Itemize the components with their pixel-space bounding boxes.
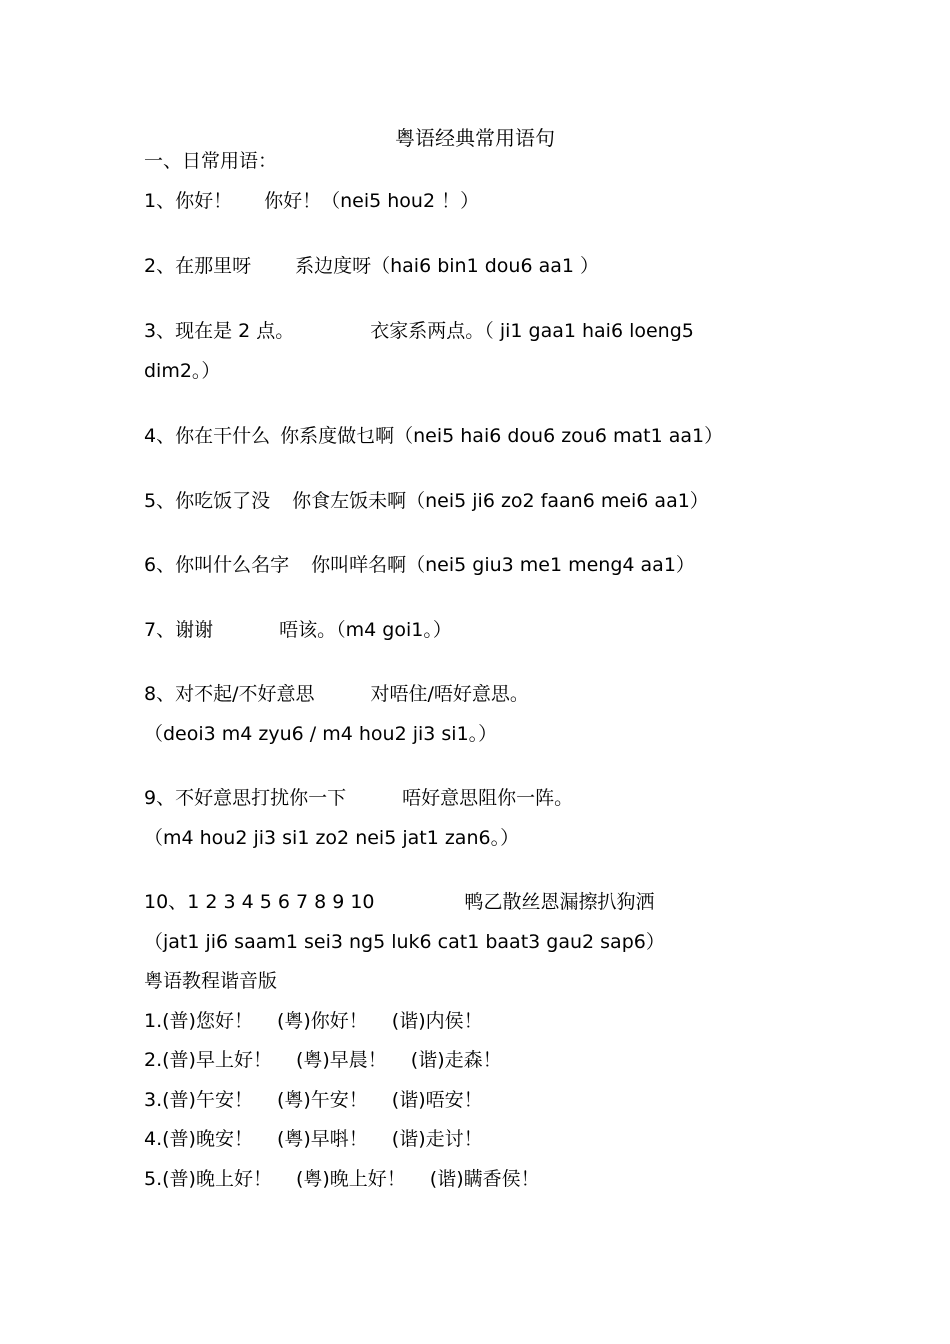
homophone-mandarin: (普)晚上好！ <box>162 1168 272 1190</box>
phrase-number: 2、 <box>144 255 176 277</box>
phrase-cantonese: 系边度呀 <box>295 255 372 277</box>
homophone-mandarin: (普)您好！ <box>162 1010 253 1032</box>
phrase-jyutping: （nei5 ji6 zo2 faan6 mei6 aa1） <box>406 490 709 512</box>
phrase-number: 1、 <box>144 190 176 212</box>
phrase-jyutping: （deoi3 m4 zyu6 / m4 hou2 ji3 si1。） <box>144 723 498 745</box>
phrase-number: 3、 <box>144 320 176 342</box>
phrase-jyutping: （nei5 hai6 dou6 zou6 mat1 aa1） <box>394 425 724 447</box>
homophone-number: 2. <box>144 1049 163 1071</box>
homophone-cantonese: (粤)午安！ <box>276 1089 368 1111</box>
phrase-cantonese: 你叫咩名啊 <box>311 554 407 576</box>
phrase-cantonese: 对唔住/唔好意思。 <box>370 683 529 705</box>
homophone-item <box>144 1008 483 1034</box>
homophone-phonetic: (谐)内侯！ <box>391 1010 483 1032</box>
phrase-jyutping: （nei5 hou2 ！） <box>321 190 480 212</box>
phrase-number: 6、 <box>144 554 176 576</box>
phrase-cantonese: 鸭乙散丝恩漏擦扒狗洒 <box>464 891 655 913</box>
homophone-item <box>144 1087 483 1113</box>
phrase-item <box>144 681 529 707</box>
phrase-mandarin: 你好！ <box>175 190 233 212</box>
page-title: 粤语经典常用语句 <box>395 126 555 150</box>
phrase-jyutping: （hai6 bin1 dou6 aa1 ） <box>371 255 599 277</box>
phrase-item <box>144 785 573 811</box>
homophone-phonetic: (谐)走森！ <box>410 1049 502 1071</box>
phrase-cantonese: 你食左饭未啊 <box>292 490 407 512</box>
homophone-cantonese: (粤)你好！ <box>276 1010 368 1032</box>
phrase-item <box>144 423 723 449</box>
phrase-mandarin: 你在干什么 <box>175 425 271 447</box>
homophone-mandarin: (普)早上好！ <box>162 1049 272 1071</box>
phrase-number: 8、 <box>144 683 176 705</box>
homophone-item <box>144 1166 540 1192</box>
phrase-cantonese: 衣家系两点。 <box>370 320 485 342</box>
homophone-item <box>144 1126 483 1152</box>
phrase-cantonese: 唔好意思阻你一阵。 <box>402 787 574 809</box>
homophone-number: 5. <box>144 1168 163 1190</box>
phrase-cantonese: 你好！ <box>264 190 322 212</box>
phrase-number: 9、 <box>144 787 176 809</box>
phrase-mandarin: 谢谢 <box>175 619 214 641</box>
phrase-jyutping: （m4 goi1。） <box>336 619 452 641</box>
homophone-item <box>144 1047 502 1073</box>
phrase-item <box>144 488 709 514</box>
phrase-item <box>144 889 655 915</box>
phrase-number: 7、 <box>144 619 176 641</box>
phrase-jyutping: （nei5 giu3 me1 meng4 aa1） <box>406 554 695 576</box>
homophone-phonetic: (谐)走讨！ <box>391 1128 483 1150</box>
phrase-cantonese: 唔该。 <box>279 619 337 641</box>
phrase-mandarin: 不好意思打扰你一下 <box>175 787 347 809</box>
homophone-number: 1. <box>144 1010 163 1032</box>
phrase-item <box>144 617 452 643</box>
phrase-mandarin: 1 2 3 4 5 6 7 8 9 10 <box>187 891 375 913</box>
homophone-mandarin: (普)午安！ <box>162 1089 253 1111</box>
phrase-mandarin: 你吃饭了没 <box>175 490 271 512</box>
phrase-jyutping: （m4 hou2 ji3 si1 zo2 nei5 jat1 zan6。） <box>144 827 520 849</box>
phrase-item <box>144 188 479 214</box>
phrase-cantonese: 你系度做乜啊 <box>280 425 395 447</box>
phrase-item <box>144 318 694 344</box>
homophone-number: 3. <box>144 1089 163 1111</box>
phrase-jyutping-continuation: dim2。） <box>144 360 221 382</box>
homophone-cantonese: (粤)早唞！ <box>276 1128 368 1150</box>
phrase-mandarin: 现在是 2 点。 <box>175 320 295 342</box>
phrase-jyutping: （ ji1 gaa1 hai6 loeng5 <box>484 320 694 342</box>
section-heading: 一、日常用语： <box>144 150 278 172</box>
phrase-item <box>144 552 695 578</box>
homophone-cantonese: (粤)晚上好！ <box>295 1168 406 1190</box>
phrase-number: 5、 <box>144 490 176 512</box>
phrase-number: 4、 <box>144 425 176 447</box>
phrase-number: 10、 <box>144 891 188 913</box>
phrase-mandarin: 你叫什么名字 <box>175 554 290 576</box>
homophone-phonetic: (谐)唔安！ <box>391 1089 483 1111</box>
homophone-phonetic: (谐)瞒香侯！ <box>429 1168 540 1190</box>
homophone-mandarin: (普)晚安！ <box>162 1128 253 1150</box>
phrase-mandarin: 对不起/不好意思 <box>175 683 315 705</box>
homophone-cantonese: (粤)早晨！ <box>295 1049 387 1071</box>
phrase-item <box>144 253 599 279</box>
phrase-jyutping: （jat1 ji6 saam1 sei3 ng5 luk6 cat1 baat3 gau2 sap6） <box>144 931 665 953</box>
section-heading: 粤语教程谐音版 <box>144 970 278 992</box>
phrase-mandarin: 在那里呀 <box>175 255 252 277</box>
homophone-number: 4. <box>144 1128 163 1150</box>
